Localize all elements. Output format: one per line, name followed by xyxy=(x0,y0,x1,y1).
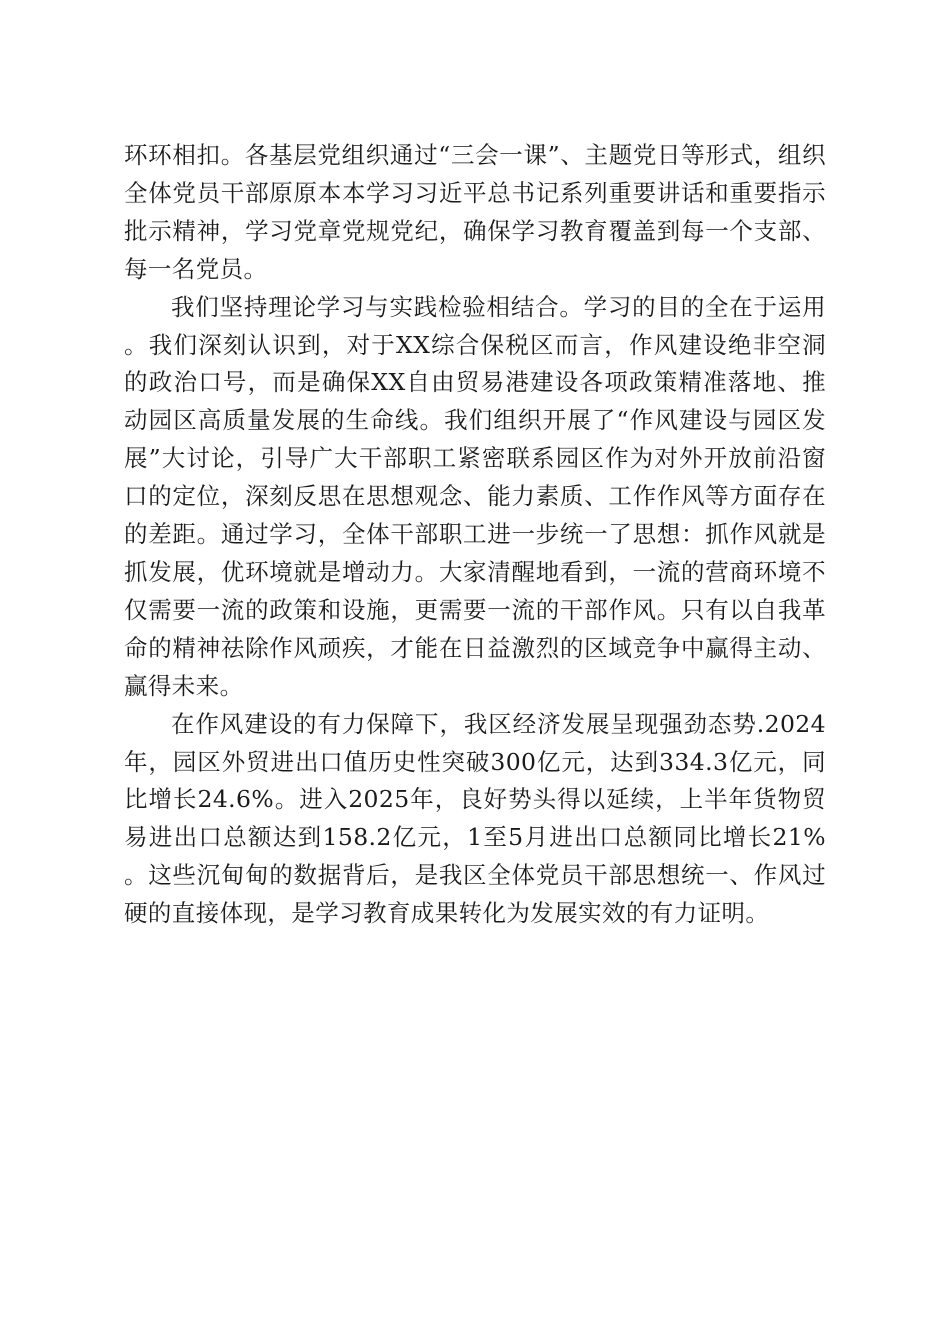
paragraph-continuation: 环环相扣。各基层党组织通过“三会一课”、主题党日等形式，组织全体党员干部原原本本学习习近平总书记系列重要讲话和重要指示批示精神，学习党章党规党纪，确保学习教育覆盖到每一个支部、每一名党员。 xyxy=(124,141,826,283)
paragraph-theory-practice: 我们坚持理论学习与实践检验相结合。学习的目的全在于运用。我们深刻认识到，对于XX综合保税区而言，作风建设绝非空洞的政治口号，而是确保XX自由贸易港建设各项政策精准落地、推动园区高质量发展的生命线。我们组织开展了“作风建设与园区发展”大讨论，引导广大干部职工紧密联系园区作为对外开放前沿窗口的定位，深刻反思在思想观念、能力素质、工作作风等方面存在的差距。通过学习，全体干部职工进一步统一了思想：抓作风就是抓发展，优环境就是增动力。大家清醒地看到，一流的营商环境不仅需要一流的政策和设施，更需要一流的干部作风。只有以自我革命的精神祛除作风顽疾，才能在日益激烈的区域竞争中赢得主动、赢得未来。 xyxy=(124,292,826,700)
document-page xyxy=(124,137,826,933)
paragraph-economic-results: 在作风建设的有力保障下，我区经济发展呈现强劲态势.2024年，园区外贸进出口值历史性突破300亿元，达到334.3亿元，同比增长24.6%。进入2025年，良好势头得以延续，上半年货物贸易进出口总额达到158.2亿元，1至5月进出口总额同比增长21%。这些沉甸甸的数据背后，是我区全体党员干部思想统一、作风过硬的直接体现，是学习教育成果转化为发展实效的有力证明。 xyxy=(124,709,826,928)
